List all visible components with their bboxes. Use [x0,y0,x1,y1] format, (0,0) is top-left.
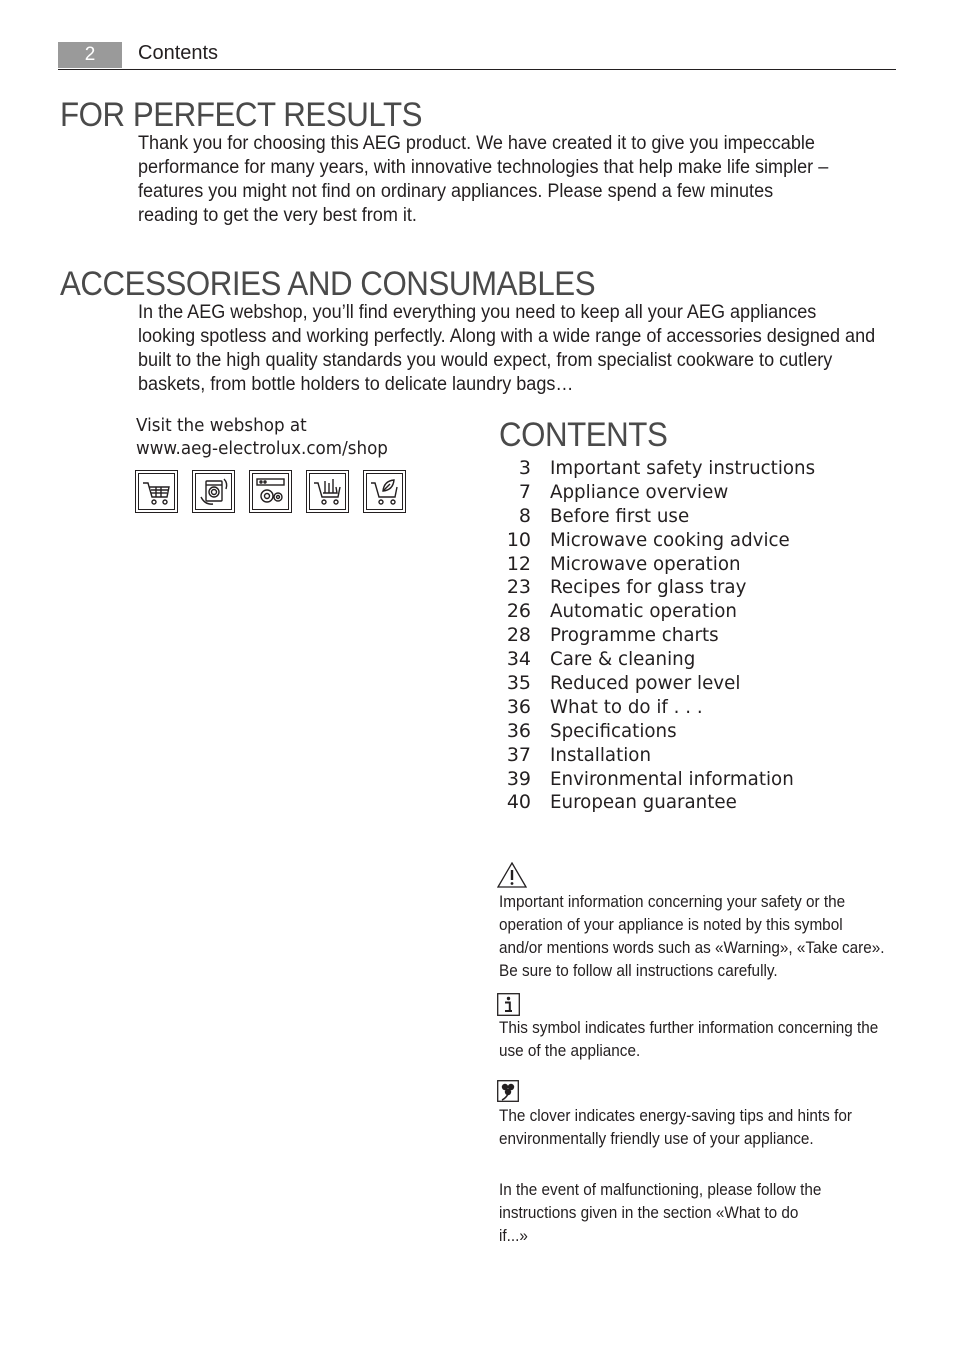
toc-item[interactable] [500,623,900,647]
cooking-settings-icon [249,470,292,513]
toc-item[interactable] [500,456,900,480]
intro-line: reading to get the very best from it. [138,205,417,226]
toc-item[interactable] [500,719,900,743]
info-note [499,1016,879,1062]
toc-page: 3 [518,457,531,479]
accessories-line: baskets, from bottle holders to delicate laundry bags… [138,374,574,395]
clover-line: environmentally friendly use of your appliance. [499,1129,814,1148]
toc-label: What to do if . . . [550,695,703,718]
toc-page: 23 [506,576,531,599]
toc-page: 40 [506,791,531,814]
toc-page: 10 [506,528,531,551]
toc-item[interactable] [500,528,900,552]
webshop-text [136,414,388,460]
malfunction-line: instructions given in the section «What to do [499,1203,799,1222]
warning-line: and/or mentions words such as «Warning», «Take care». [499,938,885,957]
intro-line: features you might not find on ordinary appliances. Please spend a few minutes [138,181,774,202]
toc-item[interactable] [500,767,900,791]
info-line: use of the appliance. [499,1041,641,1060]
header-title: Contents [138,42,219,64]
header-divider [58,69,896,70]
malfunction-line: if...» [499,1226,528,1245]
heading-for-perfect-results: FOR PERFECT RESULTS [60,96,423,134]
toc-page: 12 [506,552,531,575]
clover-note [499,1104,859,1150]
toc-label: Microwave operation [550,552,741,575]
eco-cart-icon [363,470,406,513]
warning-line: Be sure to follow all instructions carefully. [499,961,778,980]
toc-page: 7 [518,480,531,503]
webshop-url[interactable]: www.aeg-electrolux.com/shop [136,438,388,459]
toc-label: Appliance overview [550,480,729,503]
info-line: This symbol indicates further information concerning the [499,1018,879,1037]
webshop-line: Visit the webshop at [136,415,307,436]
toc-label: Reduced power level [550,672,741,695]
toc-label: Microwave cooking advice [550,528,790,551]
toc-item[interactable] [500,790,900,814]
accessories-line: built to the high quality standards you would expect, from specialist cookware to cutlery [138,350,833,371]
toc-item[interactable] [500,671,900,695]
malfunction-note [499,1178,859,1247]
toc-label: Installation [550,743,652,766]
warning-line: operation of your appliance is noted by this symbol [499,915,843,934]
heading-contents: CONTENTS [499,416,668,454]
toc-label: Specifications [550,719,677,742]
toc-label: Before first use [550,504,690,527]
toc-item[interactable] [500,647,900,671]
accessories-line: looking spotless and working perfectly. Along with a wide range of accessories designed and [138,326,876,347]
warning-line: Important information concerning your safety or the [499,892,846,911]
toc-page: 36 [506,719,531,742]
intro-line: Thank you for choosing this AEG product. We have created it to give you impeccable [138,133,815,154]
toc-page: 26 [506,600,531,623]
toc-item[interactable] [500,599,900,623]
toc-page: 8 [518,504,531,527]
toc-label: Environmental information [550,767,794,790]
toc-item[interactable] [500,552,900,576]
intro-paragraph [138,132,851,228]
shopping-cart-icon [135,470,178,513]
page-number: 2 [58,42,122,68]
toc-label: Programme charts [550,624,719,647]
toc-item[interactable] [500,504,900,528]
malfunction-line: In the event of malfunctioning, please follow the [499,1180,822,1199]
intro-line: performance for many years, with innovative technologies that help make life simpler – [138,157,829,178]
toc-page: 28 [506,624,531,647]
heading-accessories: ACCESSORIES AND CONSUMABLES [60,265,596,303]
toc-page: 34 [506,648,531,671]
toc-page: 36 [506,695,531,718]
toc-label: Care & cleaning [550,648,696,671]
accessories-paragraph [138,301,876,397]
toc-item[interactable] [500,695,900,719]
table-of-contents [500,456,900,814]
toc-label: European guarantee [550,791,737,814]
warning-note [499,890,885,982]
toc-label: Recipes for glass tray [550,576,747,599]
washing-machine-icon [192,470,235,513]
toc-label: Important safety instructions [550,457,816,479]
toc-item[interactable] [500,743,900,767]
cleaning-cart-icon [306,470,349,513]
toc-label: Automatic operation [550,600,737,623]
toc-page: 35 [506,672,531,695]
warning-triangle-icon [497,862,527,893]
clover-icon [497,1080,519,1107]
toc-item[interactable] [500,575,900,599]
toc-item[interactable] [500,480,900,504]
accessories-line: In the AEG webshop, you’ll find everything you need to keep all your AEG appliances [138,302,817,323]
clover-line: The clover indicates energy-saving tips and hints for [499,1106,852,1125]
toc-page: 39 [506,767,531,790]
toc-page: 37 [506,743,531,766]
